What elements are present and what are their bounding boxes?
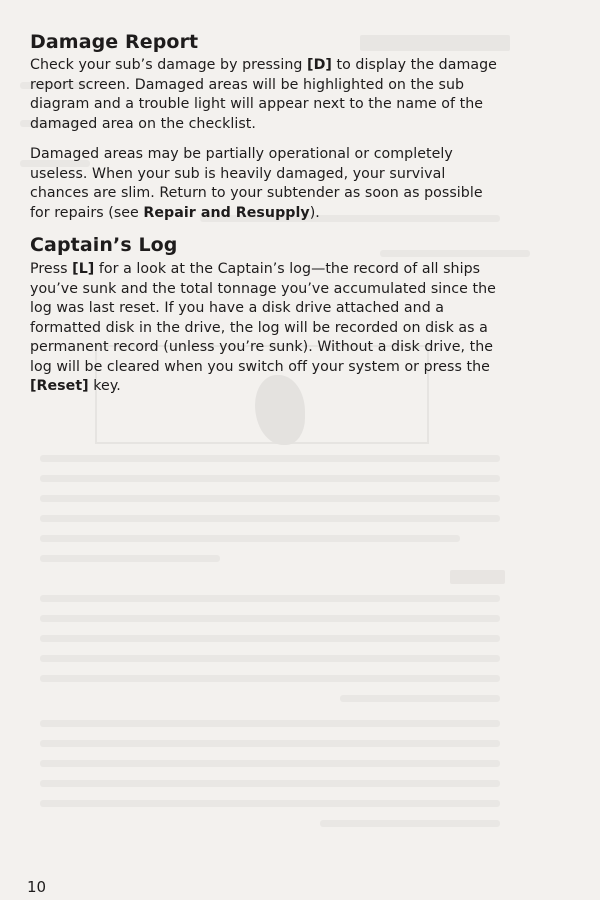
page-number: 10 <box>27 878 47 896</box>
damage-report-paragraph: Damaged areas may be partially operational or completely useless. When your sub is heavily damaged, your survival chances are slim. Return to your subtender as soon as possible for repairs (see Repair and Resupply). <box>30 146 483 221</box>
page-content <box>30 30 500 397</box>
damage-report-heading: Damage Report <box>30 31 199 53</box>
key-reference: [L] <box>72 261 95 277</box>
key-reference: [Reset] <box>30 378 89 394</box>
damage-report-paragraph: Check your sub’s damage by pressing [D] to display the damage report screen. Damaged areas will be highlighted on the sub diagram and a trouble light will appear next to the name of the damaged area on the checklist. <box>30 57 497 132</box>
captains-log-heading: Captain’s Log <box>30 234 178 256</box>
key-reference: Repair and Resupply <box>143 204 310 221</box>
key-reference: [D] <box>307 57 332 73</box>
captains-log-paragraph: Press [L] for a look at the Captain’s log—the record of all ships you’ve sunk and the total tonnage you’ve accumulated since the log was last reset. If you have a disk drive attached and a formatted disk in the drive, the log will be recorded on disk as a permanent record (unless you’re sunk). Without a disk drive, the log will be cleared when you switch off your system or press the [Reset] key. <box>30 261 496 394</box>
